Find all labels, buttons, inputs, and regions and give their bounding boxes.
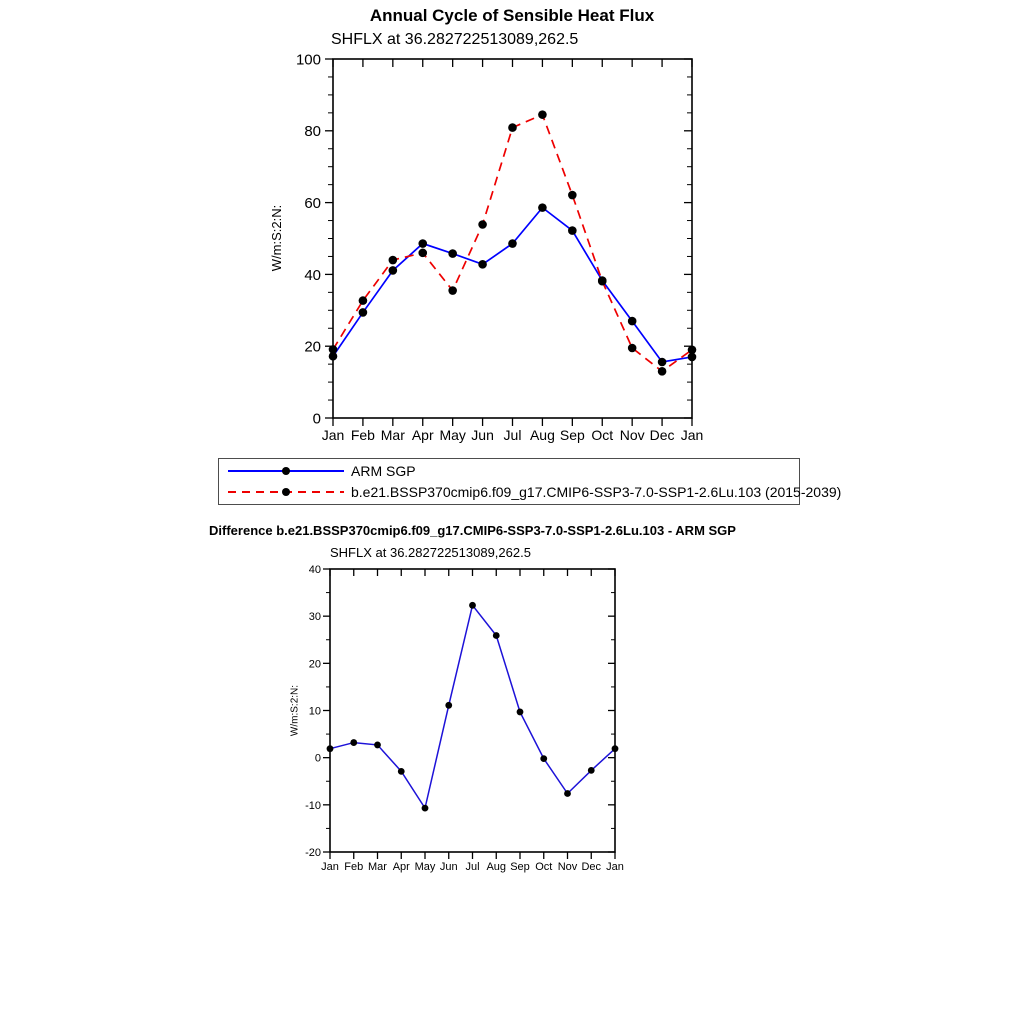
chart2-y-axis-label: W/m:S:2:N: [289,684,301,737]
svg-text:Aug: Aug [529,427,555,443]
svg-text:Oct: Oct [591,427,614,443]
svg-text:May: May [414,861,436,873]
svg-text:Jan: Jan [680,427,704,443]
legend-label-model-run: b.e21.BSSP370cmip6.f09_g17.CMIP6-SSP3-7.0-SSP1-2.6Lu.103 (2015-2039) [351,484,842,500]
svg-text:20: 20 [308,658,321,671]
chart2-subtitle: SHFLX at 36.282722513089,262.5 [330,545,531,560]
svg-text:May: May [439,427,466,443]
svg-text:Apr: Apr [392,861,410,873]
svg-text:Mar: Mar [368,861,387,873]
svg-text:Apr: Apr [411,427,434,443]
legend-marker-dot-icon [282,467,290,475]
svg-text:Nov: Nov [557,861,578,873]
svg-text:Jul: Jul [465,861,480,873]
chart2-title: Difference b.e21.BSSP370cmip6.f09_g17.CMIP6-SSP3-7.0-SSP1-2.6Lu.103 - ARM SGP [209,523,736,538]
svg-text:-20: -20 [305,846,321,859]
legend-line-sample-arm-sgp [228,466,344,476]
legend-item-model-run [228,483,842,501]
svg-text:Jul: Jul [503,427,522,443]
svg-text:Sep: Sep [559,427,585,443]
svg-text:Jun: Jun [439,861,458,873]
legend-line-sample-model-run [228,487,344,497]
svg-text:20: 20 [304,338,321,356]
legend-label-arm-sgp: ARM SGP [351,463,416,479]
svg-text:0: 0 [314,752,321,765]
svg-text:Jun: Jun [471,427,494,443]
svg-text:80: 80 [304,123,321,141]
chart1-y-axis-label: W/m:S:2:N: [269,204,284,272]
svg-text:Dec: Dec [649,427,675,443]
svg-text:Sep: Sep [510,861,530,873]
difference-plot-area [0,540,1024,885]
legend [218,458,842,505]
svg-text:60: 60 [304,195,321,212]
svg-text:Feb: Feb [344,861,364,873]
svg-text:100: 100 [295,51,321,69]
svg-text:10: 10 [308,705,321,718]
svg-text:Mar: Mar [380,427,405,443]
svg-text:Aug: Aug [486,861,507,873]
svg-text:Jan: Jan [321,861,339,873]
svg-text:Feb: Feb [350,427,375,443]
svg-text:Jan: Jan [606,861,624,873]
legend-item-arm-sgp [228,462,799,480]
legend-marker-dot-icon [282,488,290,496]
svg-text:Dec: Dec [581,861,602,873]
svg-text:Oct: Oct [535,861,553,873]
chart1-subtitle: SHFLX at 36.282722513089,262.5 [331,31,579,48]
svg-text:40: 40 [304,266,321,284]
svg-text:-10: -10 [305,799,321,812]
annual-cycle-plot-area [0,0,1024,452]
svg-text:40: 40 [308,563,321,576]
svg-text:30: 30 [308,611,321,624]
svg-text:Nov: Nov [619,427,645,443]
chart1-title: Annual Cycle of Sensible Heat Flux [369,6,655,25]
svg-text:Jan: Jan [321,427,345,443]
svg-text:0: 0 [312,410,321,428]
